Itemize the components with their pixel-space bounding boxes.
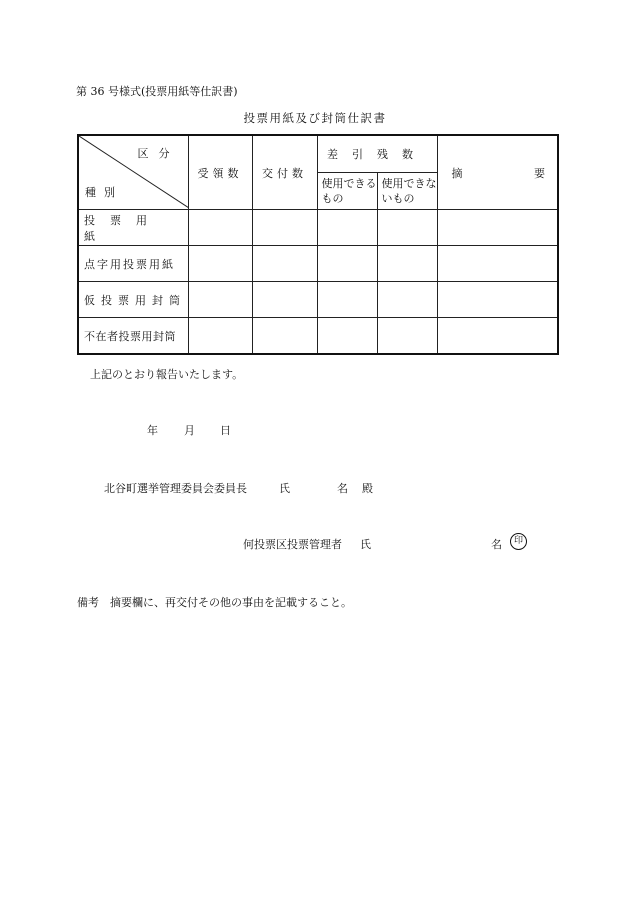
document-title: 投票用紙及び封筒仕訳書 <box>243 111 387 125</box>
header-summary <box>437 135 558 210</box>
date-year-label: 年 <box>147 424 158 437</box>
report-statement: 上記のとおり報告いたします。 <box>90 368 244 381</box>
diagonal-header-category: 区分 <box>137 147 180 160</box>
table-row <box>78 210 558 246</box>
sender-given-name-label: 名 <box>491 538 502 551</box>
form-number: 第 36 号様式(投票用紙等仕訳書) <box>76 85 238 98</box>
addressee-given-name-label: 名 <box>337 482 348 495</box>
row-label: 不在者投票用封筒 <box>78 318 188 355</box>
header-received: 受領数 <box>188 135 252 210</box>
cell-received[interactable] <box>188 210 252 246</box>
header-usable: 使用できるもの <box>317 173 377 210</box>
remarks-note: 備考 摘要欄に、再交付その他の事由を記載すること。 <box>77 596 352 609</box>
cell-usable[interactable] <box>317 282 377 318</box>
cell-received[interactable] <box>188 282 252 318</box>
cell-unusable[interactable] <box>377 246 437 282</box>
cell-summary[interactable] <box>437 318 558 355</box>
cell-issued[interactable] <box>252 210 317 246</box>
row-label: 仮投票用封筒 <box>78 282 188 318</box>
cell-usable[interactable] <box>317 246 377 282</box>
table-row <box>78 282 558 318</box>
row-label: 投票用紙 <box>78 210 188 246</box>
cell-issued[interactable] <box>252 246 317 282</box>
cell-summary[interactable] <box>437 210 558 246</box>
cell-issued[interactable] <box>252 318 317 355</box>
header-summary-char-1: 摘 <box>451 166 463 180</box>
addressee-honorific: 殿 <box>362 482 373 495</box>
cell-received[interactable] <box>188 246 252 282</box>
sender-family-name-label: 氏 <box>360 538 371 551</box>
cell-usable[interactable] <box>317 210 377 246</box>
sender-title: 何投票区投票管理者 <box>243 538 342 551</box>
addressee-family-name-label: 氏 <box>279 482 290 495</box>
diagonal-header-cell <box>78 135 188 210</box>
table-row <box>78 318 558 355</box>
cell-unusable[interactable] <box>377 282 437 318</box>
distribution-table <box>77 134 559 355</box>
table-row <box>78 246 558 282</box>
header-balance: 差引残数 <box>317 135 437 173</box>
row-label: 点字用投票用紙 <box>78 246 188 282</box>
cell-unusable[interactable] <box>377 210 437 246</box>
header-issued: 交付数 <box>252 135 317 210</box>
header-summary-char-2: 要 <box>534 166 545 180</box>
cell-issued[interactable] <box>252 282 317 318</box>
date-month-label: 月 <box>184 424 195 437</box>
seal-mark: 印 <box>510 533 527 550</box>
cell-summary[interactable] <box>437 246 558 282</box>
header-unusable: 使用できないもの <box>377 173 437 210</box>
cell-received[interactable] <box>188 318 252 355</box>
addressee-title: 北谷町選挙管理委員会委員長 <box>104 482 247 495</box>
diagonal-header-type: 種別 <box>85 186 123 199</box>
cell-usable[interactable] <box>317 318 377 355</box>
cell-unusable[interactable] <box>377 318 437 355</box>
date-day-label: 日 <box>220 424 231 437</box>
cell-summary[interactable] <box>437 282 558 318</box>
